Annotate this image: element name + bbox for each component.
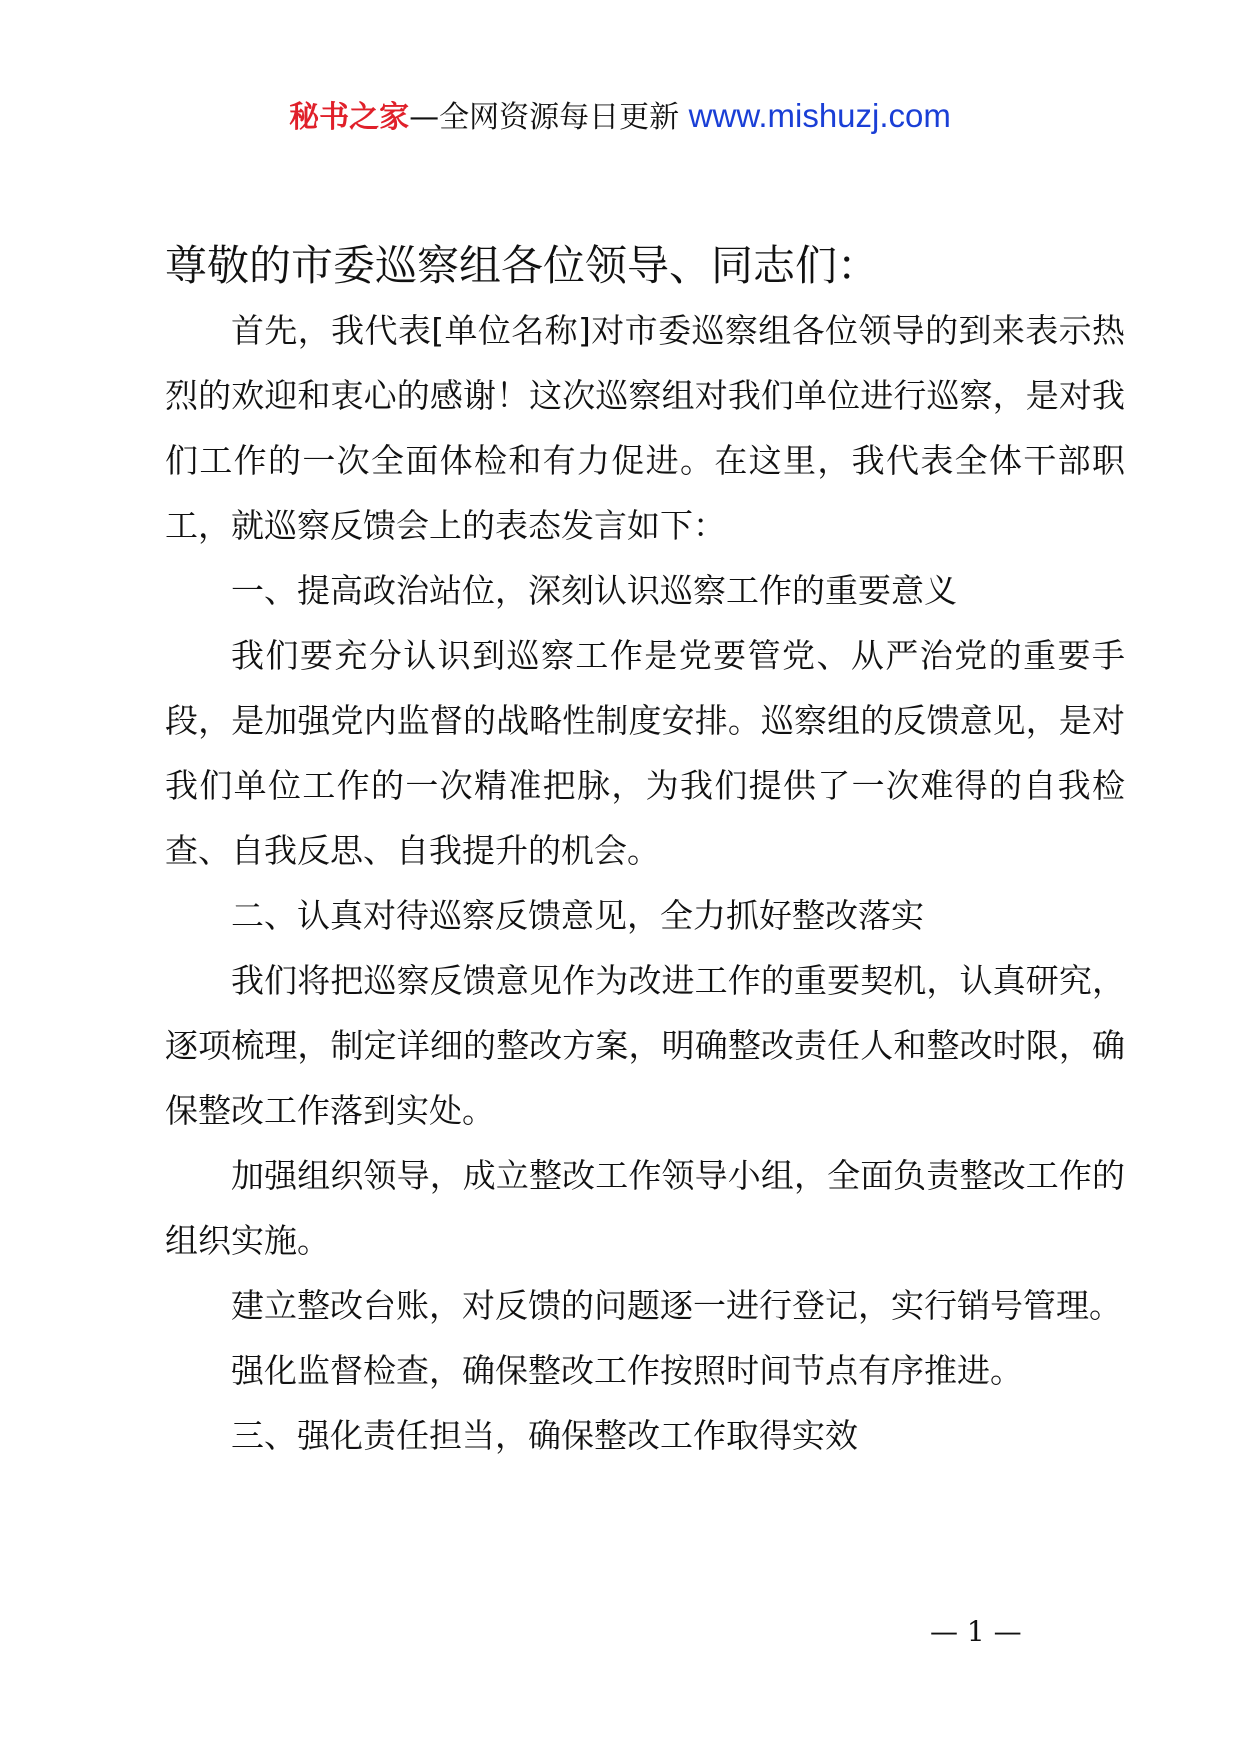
document-body [165, 238, 1125, 1468]
paragraph: 加强组织领导，成立整改工作领导小组，全面负责整改工作的组织实施。 [165, 1156, 1125, 1260]
paragraph: 强化监督检查，确保整改工作按照时间节点有序推进。 [231, 1351, 1023, 1390]
section-heading: 三、强化责任担当，确保整改工作取得实效 [231, 1416, 858, 1455]
site-header [0, 96, 1240, 138]
site-url-link[interactable]: www.mishuzj.com [688, 97, 951, 134]
header-tagline: —全网资源每日更新 [409, 100, 680, 135]
brand-name: 秘书之家 [289, 100, 410, 135]
paragraph: 建立整改台账，对反馈的问题逐一进行登记，实行销号管理。 [231, 1286, 1122, 1325]
document-salutation: 尊敬的市委巡察组各位领导、同志们： [165, 241, 880, 290]
section-heading: 一、提高政治站位，深刻认识巡察工作的重要意义 [231, 571, 957, 610]
section-heading: 二、认真对待巡察反馈意见，全力抓好整改落实 [231, 896, 924, 935]
page-number: — 1 — [930, 1615, 1022, 1648]
paragraph: 首先，我代表[单位名称]对市委巡察组各位领导的到来表示热烈的欢迎和衷心的感谢！这次巡察组对我们单位进行巡察，是对我们工作的一次全面体检和有力促进。在这里，我代表全体干部职工，就巡察反馈会上的表态发言如下： [165, 311, 1125, 545]
paragraph: 我们将把巡察反馈意见作为改进工作的重要契机，认真研究，逐项梳理，制定详细的整改方案，明确整改责任人和整改时限，确保整改工作落到实处。 [165, 961, 1125, 1130]
paragraph: 我们要充分认识到巡察工作是党要管党、从严治党的重要手段，是加强党内监督的战略性制度安排。巡察组的反馈意见，是对我们单位工作的一次精准把脉，为我们提供了一次难得的自我检查、自我反思、自我提升的机会。 [165, 636, 1125, 870]
